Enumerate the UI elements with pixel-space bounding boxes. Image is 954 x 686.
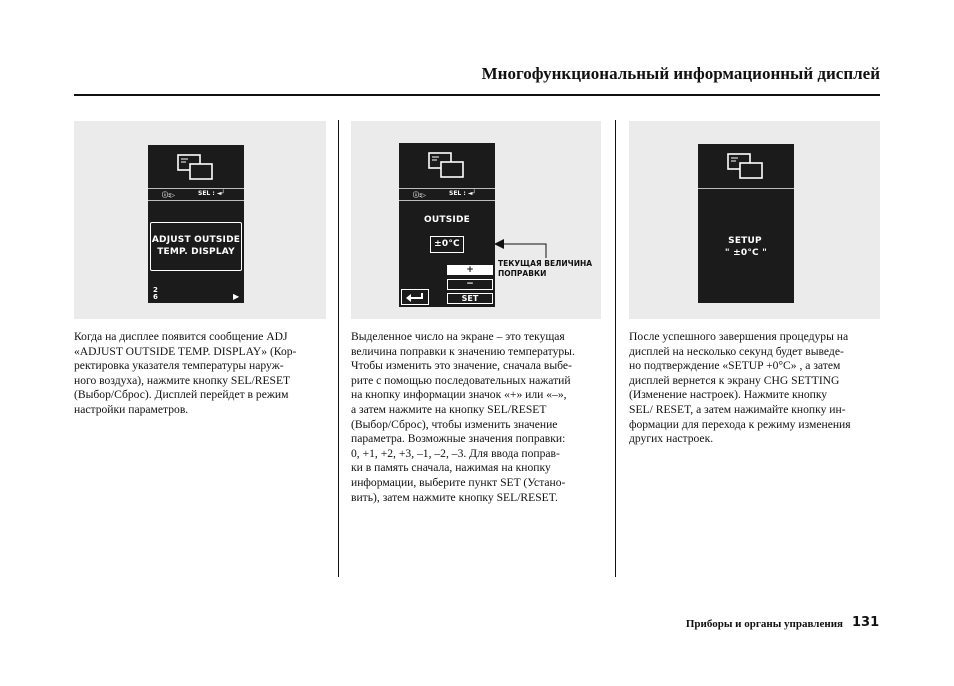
page-indicator: 2 6 <box>153 286 158 301</box>
column-text-2: Выделенное число на экране – это текущая величина поправки к значению температуры. Чтобы изменить это значение, сначала выбе- рите с помощью последовательных нажатий на кнопку информации значок «+» или «–», а затем нажмите на кнопку SEL/RESET (Выбор/Сброс), чтобы изменить значение параметра. Возможные значения поправки: 0, +1, +2, +3, –1, –2, –3. Для ввода поправ- ки в память сначала, нажимая на кнопку информации, выберите пункт SET (Устано- вить), затем нажмите кнопку SEL/RESET. <box>351 330 575 504</box>
section-label: Приборы и органы управления <box>685 618 843 630</box>
callout-current-correction: ТЕКУЩАЯ ВЕЛИЧИНА ПОПРАВКИ <box>498 259 593 278</box>
window-icon <box>176 153 216 183</box>
info-indicator: ⓘ:▷ <box>162 192 176 199</box>
minus-option: − <box>447 279 493 290</box>
set-option: SET <box>447 293 493 304</box>
current-correction-value: ±0°C <box>434 239 460 249</box>
screen-divider <box>399 188 495 189</box>
column-text-3: После успешного завершения процедуры на дисплей на несколько секунд будет выведе- но подтверждение «SETUP +0°C» , а затем дисплей вернется к экрану CHG SETTING (Изменение настроек). Нажмите кнопку SEL/ RESET, а затем нажимайте кнопку ин- формации для перехода к режиму изменения других настроек. <box>629 330 851 446</box>
screen-divider <box>148 188 244 189</box>
window-icon <box>427 151 467 181</box>
sel-indicator: SEL : ◄┘ <box>198 190 226 197</box>
info-indicator: ⓘ:▷ <box>413 192 427 199</box>
setup-label: SETUP <box>728 236 762 246</box>
return-arrow-icon <box>405 292 425 302</box>
column-text-1: Когда на дисплее появится сообщение ADJ «ADJUST OUTSIDE TEMP. DISPLAY» (Кор- ректировка указателя температуры наруж- ного воздуха), нажмите кнопку SEL/RESET (Выбор/Сброс). Дисплей перейдет в режим настройки параметров. <box>74 330 297 416</box>
column-divider-1 <box>338 120 339 577</box>
next-arrow-icon: ▶ <box>233 292 240 301</box>
header-rule <box>74 94 880 96</box>
screen-divider <box>399 200 495 201</box>
window-icon <box>726 152 766 182</box>
page-title: Многофункциональный информационный дисплей <box>481 64 880 83</box>
setup-value: " ±0°C " <box>724 248 768 258</box>
column-divider-2 <box>615 120 616 577</box>
display-screen-3 <box>698 144 794 303</box>
back-button-frame <box>401 289 429 305</box>
screen-divider <box>698 188 794 189</box>
outside-label: OUTSIDE <box>424 215 470 225</box>
callout-leader-line <box>490 236 554 260</box>
screen-divider <box>148 200 244 201</box>
sel-indicator: SEL : ◄┘ <box>449 190 477 197</box>
plus-option: + <box>447 265 493 275</box>
display-screen-1 <box>148 145 244 303</box>
page-number: 131 <box>852 615 880 630</box>
display-screen-2 <box>399 143 495 307</box>
adjust-message: ADJUST OUTSIDE TEMP. DISPLAY <box>151 235 241 257</box>
